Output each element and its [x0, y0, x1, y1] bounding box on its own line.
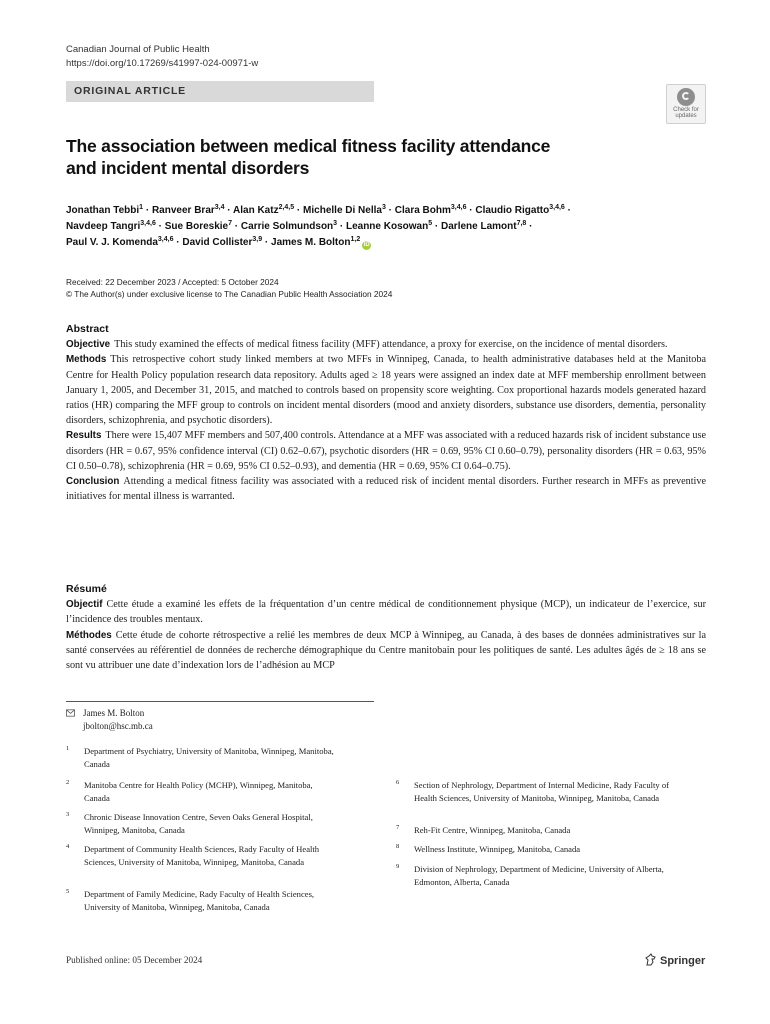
author-affiliation: 3,4,6	[140, 220, 156, 227]
affiliation-6: 6 Section of Nephrology, Department of Internal Medicine, Rady Faculty of Health Sciences, University of Manitoba, Winnipeg, Manitoba, Canada	[396, 779, 670, 803]
author[interactable]: Sue Boreskie	[164, 221, 229, 232]
author[interactable]: Clara Bohm	[394, 205, 451, 216]
abstract-section	[66, 322, 706, 504]
article-title	[66, 135, 626, 179]
author[interactable]: Michelle Di Nella	[303, 205, 382, 216]
check-updates-line2: updates	[675, 113, 697, 119]
results-text: There were 15,407 MFF members and 507,400 controls. Attendance at a MFF was associated with a reduced hazards risk of incident substance use disorders (HR = 0.67, 95% confidence interval (CI) 0.62–0.67), psychotic disorders (HR = 0.69, 95% CI 0.60–0.79), personality disorders (HR = 0.63, 95% CI 0.50–0.78), schizophrenia (HR = 0.69, 95% CI 0.52–0.93), and dementia (HR = 0.69, 95% CI 0.64–0.75).	[66, 430, 706, 472]
author-affiliation: 5	[428, 220, 433, 227]
author-list	[66, 203, 716, 251]
author[interactable]: Darlene Lamont	[441, 221, 517, 232]
author-separator: ·	[526, 221, 533, 232]
abstract-methods	[66, 352, 706, 428]
objective-label: Objective	[66, 339, 111, 351]
abstract-heading: Abstract	[66, 323, 109, 335]
author[interactable]: Carrie Solmundson	[240, 221, 334, 232]
journal-name: Canadian Journal of Public Health	[66, 44, 210, 55]
affiliation-2: 2 Manitoba Centre for Health Policy (MCHP), Winnipeg, Manitoba, Canada	[66, 779, 313, 803]
footnote-divider	[66, 701, 374, 702]
author-affiliation: 3,4,6	[450, 204, 467, 211]
abstract-conclusion	[66, 474, 706, 504]
affiliation-8: 8 Wellness Institute, Winnipeg, Manitoba, Canada	[396, 843, 581, 854]
author[interactable]: Jonathan Tebbi	[66, 205, 140, 216]
author-separator: ·	[155, 221, 165, 232]
refresh-icon	[677, 88, 695, 106]
author-affiliation: 3	[333, 220, 338, 227]
methods-text: This retrospective cohort study linked members at two MFFs in Winnipeg, Canada, to health administrative databases held at the Manitoba Centre for Health Policy population research data repository. Adults aged ≥ 18 years were assigned an index date at MFF membership enrollment between January 1, 2005, and December 31, 2015, and matched to controls based on propensity score weighting. Cox proportional hazards models generated hazard ratios (HR) comparing the MFF group to controls on incident mental disorders (mood and anxiety disorders, substance use disorders, dementia, personality disorders, schizophrenia, and psychotic disorders).	[66, 354, 706, 427]
author-affiliation: 2,4,5	[278, 204, 295, 211]
author[interactable]: Paul V. J. Komenda	[66, 237, 158, 248]
methodes-label: Méthodes	[66, 629, 112, 641]
author-affiliation: 3	[381, 204, 386, 211]
affiliation-3: 3 Chronic Disease Innovation Centre, Seven Oaks General Hospital, Winnipeg, Manitoba, Canada	[66, 811, 313, 835]
publisher-name: Springer	[660, 955, 706, 967]
corresponding-email[interactable]: jbolton@hsc.mb.ca	[83, 721, 153, 731]
published-online: Published online: 05 December 2024	[66, 955, 203, 965]
author-affiliation: 3,9	[252, 236, 263, 243]
conclusion-text: Attending a medical fitness facility was associated with a reduced risk of incident mental disorders. Further research in MFFs as preventive initiatives for mental illness is warranted.	[66, 476, 706, 503]
author-affiliation: 3,4	[214, 204, 225, 211]
affiliation-7: 7 Reh-Fit Centre, Winnipeg, Manitoba, Canada	[396, 824, 571, 835]
corresponding-author: James M. Bolton	[83, 708, 145, 718]
doi-link[interactable]: https://doi.org/10.17269/s41997-024-00971-w	[66, 58, 259, 69]
received-accepted: Received: 22 December 2023 / Accepted: 5 October 2024	[66, 277, 279, 287]
springer-logo	[645, 953, 705, 967]
author-separator: ·	[143, 205, 152, 216]
author-affiliation: 3,4,6	[549, 204, 565, 211]
orcid-icon[interactable]: iD	[363, 242, 370, 248]
objectif-text: Cette étude a examiné les effets de la fréquentation d’un centre médical de conditionnement physique (MCP), un indicateur de l’exercice, sur l’incidence des troubles mentaux.	[66, 599, 706, 626]
article-type-bar	[66, 81, 374, 102]
abstract-objective	[66, 337, 706, 352]
author-separator: ·	[173, 237, 183, 248]
author[interactable]: Navdeep Tangri	[66, 221, 141, 232]
author-separator: ·	[564, 205, 571, 216]
author[interactable]: Leanne Kosowan	[345, 221, 429, 232]
objective-text: This study examined the effects of medical fitness facility (MFF) attendance, a proxy for exercise, on the incidence of mental disorders.	[114, 339, 668, 351]
affiliation-5: 5 Department of Family Medicine, Rady Faculty of Health Sciences, University of Manitoba, Winnipeg, Manitoba, Canada	[66, 888, 315, 912]
abstract-results	[66, 428, 706, 474]
author-separator: ·	[337, 221, 346, 232]
resume-objectif	[66, 597, 706, 627]
author-separator: ·	[224, 205, 234, 216]
author-separator: ·	[294, 205, 304, 216]
article-dates	[66, 276, 392, 300]
affiliation-4: 4 Department of Community Health Sciences, Rady Faculty of Health Sciences, University of Manitoba, Winnipeg, Manitoba, Canada	[66, 843, 320, 867]
author-separator: ·	[432, 221, 442, 232]
title-line-2: and incident mental disorders	[66, 158, 310, 178]
author[interactable]: Ranveer Brar	[151, 205, 215, 216]
check-updates-line1: Check for	[673, 107, 699, 113]
results-label: Results	[66, 430, 102, 442]
springer-horse-icon	[645, 953, 657, 966]
envelope-icon	[66, 709, 75, 717]
copyright: © The Author(s) under exclusive license to The Canadian Public Health Association 2024	[66, 289, 393, 299]
objectif-label: Objectif	[66, 599, 103, 611]
author-affiliation: 7,8	[516, 220, 527, 227]
author-affiliation: 1,2	[350, 236, 361, 243]
article-type: ORIGINAL ARTICLE	[74, 85, 186, 97]
author-separator: ·	[232, 221, 241, 232]
affiliation-1: 1 Department of Psychiatry, University of Manitoba, Winnipeg, Manitoba, Canada	[66, 745, 334, 769]
resume-section	[66, 582, 706, 673]
author[interactable]: Claudio Rigatto	[475, 205, 550, 216]
author-affiliation: 7	[228, 220, 233, 227]
title-line-1: The association between medical fitness facility attendance	[66, 136, 551, 156]
conclusion-label: Conclusion	[66, 476, 120, 488]
author-affiliation: 3,4,6	[157, 236, 174, 243]
journal-header	[66, 43, 258, 71]
resume-heading: Résumé	[66, 583, 107, 595]
author[interactable]: James M. Bolton	[271, 237, 351, 248]
author-affiliation: 1	[139, 204, 144, 211]
check-for-updates-badge[interactable]	[666, 84, 706, 124]
methodes-text: Cette étude de cohorte rétrospective a relié les membres de deux MCP à Winnipeg, au Canada, à des bases de données administratives sur la santé conservées au référentiel de données de recherche démographique du Centre manitobain pour les politiques de santé. Les adultes âgés de ≥ 18 ans se sont vu attribuer une date d’indexation lors de l’adhésion au MCP	[66, 629, 706, 672]
author-separator: ·	[262, 237, 272, 248]
affiliation-9: 9 Division of Nephrology, Department of Medicine, University of Alberta, Edmonton, Alberta, Canada	[396, 863, 664, 887]
author[interactable]: Alan Katz	[233, 205, 279, 216]
author-separator: ·	[385, 205, 395, 216]
author-separator: ·	[466, 205, 476, 216]
author[interactable]: David Collister	[182, 237, 253, 248]
methods-label: Methods	[66, 354, 107, 366]
resume-methodes	[66, 628, 706, 674]
